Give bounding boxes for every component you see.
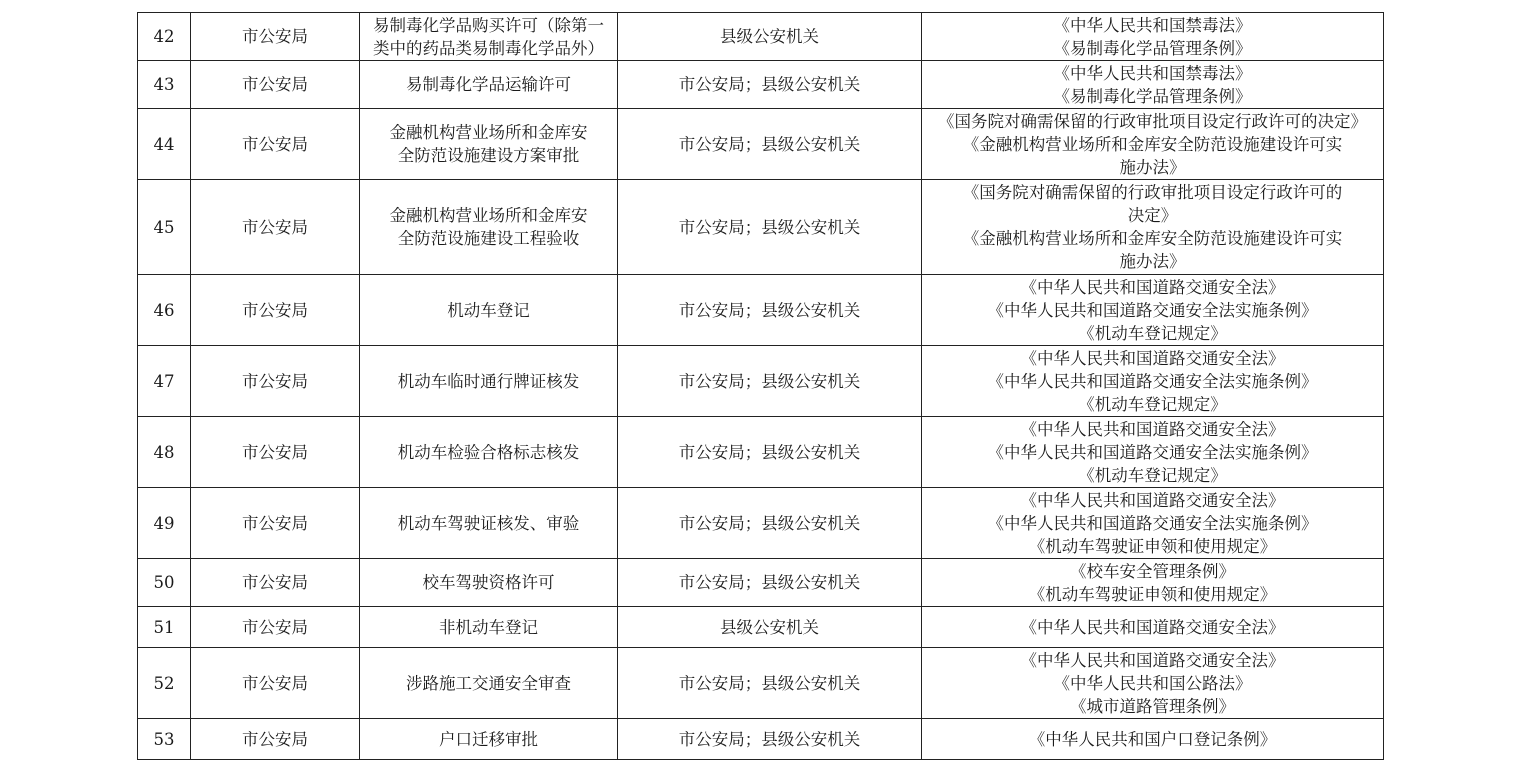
item-name-cell (360, 13, 618, 61)
implementing-authority-cell (618, 559, 922, 607)
row-number: 53 (153, 729, 175, 749)
implementing-authority-cell (618, 607, 922, 648)
item-name-cell (360, 719, 618, 760)
legal-basis-line: 《国务院对确需保留的行政审批项目设定行政许可的 (962, 183, 1343, 202)
legal-basis-cell (922, 648, 1384, 719)
item-name-cell (360, 648, 618, 719)
department-cell (191, 607, 360, 648)
department-name: 市公安局 (242, 134, 308, 154)
department-cell (191, 488, 360, 559)
department-name: 市公安局 (242, 673, 308, 693)
item-name-cell (360, 559, 618, 607)
item-name-cell (360, 61, 618, 109)
item-name-cell (360, 346, 618, 417)
implementing-authority-cell (618, 417, 922, 488)
implementing-authority: 县级公安机关 (720, 27, 819, 46)
legal-basis-line: 施办法》 (1119, 157, 1186, 177)
table-row (138, 417, 1384, 488)
item-name-cell (360, 275, 618, 346)
item-name-cell (360, 417, 618, 488)
row-number-cell (138, 719, 191, 760)
legal-basis-line: 《中华人民共和国道路交通安全法实施条例》 (987, 513, 1318, 533)
legal-basis-line: 《易制毒化学品管理条例》 (1053, 86, 1252, 106)
legal-basis-line: 《中华人民共和国禁毒法》 (1053, 15, 1252, 35)
table-row (138, 109, 1384, 180)
legal-basis-line: 《校车安全管理条例》 (1070, 561, 1235, 581)
item-name-cell (360, 180, 618, 275)
row-number: 51 (153, 617, 175, 637)
item-name-line: 涉路施工交通安全审查 (406, 673, 571, 693)
legal-basis-line: 《国务院对确需保留的行政审批项目设定行政许可的决定》 (938, 111, 1367, 131)
legal-basis-cell (922, 109, 1384, 180)
legal-basis-line: 《中华人民共和国道路交通安全法实施条例》 (987, 442, 1318, 462)
item-name-cell (360, 488, 618, 559)
implementing-authority-cell (618, 346, 922, 417)
department-name: 市公安局 (242, 573, 308, 592)
department-name: 市公安局 (242, 442, 308, 462)
legal-basis-line: 《机动车登记规定》 (1078, 394, 1227, 414)
legal-basis-cell (922, 559, 1384, 607)
legal-basis-cell (922, 275, 1384, 346)
table-body (138, 13, 1384, 760)
implementing-authority: 市公安局；县级公安机关 (678, 442, 861, 462)
department-name: 市公安局 (242, 27, 308, 46)
row-number: 47 (153, 371, 175, 391)
implementing-authority: 市公安局；县级公安机关 (678, 371, 861, 391)
department-name: 市公安局 (242, 75, 308, 94)
implementing-authority-cell (618, 488, 922, 559)
legal-basis-line: 施办法》 (1119, 252, 1186, 271)
legal-basis-cell (922, 61, 1384, 109)
table-row (138, 275, 1384, 346)
row-number-cell (138, 275, 191, 346)
implementing-authority-cell (618, 275, 922, 346)
implementing-authority: 市公安局；县级公安机关 (678, 217, 861, 237)
implementing-authority: 市公安局；县级公安机关 (678, 673, 861, 693)
table-row (138, 559, 1384, 607)
table-row (138, 346, 1384, 417)
department-name: 市公安局 (242, 371, 308, 391)
item-name-line: 金融机构营业场所和金库安 (389, 123, 588, 142)
legal-basis-line: 《中华人民共和国公路法》 (1053, 673, 1252, 693)
row-number: 42 (153, 27, 175, 46)
legal-basis-line: 《中华人民共和国户口登记条例》 (1028, 729, 1277, 749)
row-number: 49 (153, 513, 175, 533)
row-number-cell (138, 180, 191, 275)
row-number: 46 (153, 300, 175, 320)
table-row (138, 488, 1384, 559)
department-cell (191, 417, 360, 488)
licensing-items-table (137, 12, 1384, 760)
legal-basis-cell (922, 607, 1384, 648)
department-cell (191, 13, 360, 61)
legal-basis-line: 《易制毒化学品管理条例》 (1053, 38, 1252, 58)
row-number-cell (138, 488, 191, 559)
legal-basis-line: 《城市道路管理条例》 (1070, 696, 1235, 716)
item-name-cell (360, 607, 618, 648)
item-name-line: 易制毒化学品运输许可 (406, 75, 571, 94)
row-number-cell (138, 13, 191, 61)
department-cell (191, 559, 360, 607)
legal-basis-cell (922, 180, 1384, 275)
department-cell (191, 61, 360, 109)
department-cell (191, 346, 360, 417)
legal-basis-line: 《机动车驾驶证申领和使用规定》 (1028, 584, 1277, 604)
legal-basis-cell (922, 719, 1384, 760)
row-number-cell (138, 648, 191, 719)
legal-basis-cell (922, 13, 1384, 61)
legal-basis-line: 《金融机构营业场所和金库安全防范设施建设许可实 (962, 229, 1343, 248)
legal-basis-cell (922, 488, 1384, 559)
implementing-authority-cell (618, 648, 922, 719)
legal-basis-line: 《机动车登记规定》 (1078, 465, 1227, 485)
item-name-line: 机动车驾驶证核发、审验 (397, 513, 580, 533)
legal-basis-line: 决定》 (1127, 206, 1178, 225)
legal-basis-line: 《机动车驾驶证申领和使用规定》 (1028, 536, 1277, 556)
row-number: 44 (153, 134, 175, 154)
implementing-authority: 市公安局；县级公安机关 (678, 729, 861, 749)
table-row (138, 13, 1384, 61)
item-name-line: 机动车临时通行牌证核发 (397, 371, 580, 391)
legal-basis-line: 《中华人民共和国道路交通安全法》 (1020, 490, 1285, 510)
implementing-authority: 县级公安机关 (720, 617, 819, 637)
legal-basis-line: 《中华人民共和国道路交通安全法》 (1020, 348, 1285, 368)
legal-basis-line: 《中华人民共和国道路交通安全法实施条例》 (987, 300, 1318, 320)
row-number-cell (138, 61, 191, 109)
department-name: 市公安局 (242, 217, 308, 237)
implementing-authority-cell (618, 180, 922, 275)
department-name: 市公安局 (242, 617, 308, 637)
item-name-line: 户口迁移审批 (439, 729, 538, 749)
row-number-cell (138, 346, 191, 417)
legal-basis-line: 《中华人民共和国道路交通安全法》 (1020, 650, 1285, 670)
row-number: 43 (153, 75, 175, 94)
department-name: 市公安局 (242, 513, 308, 533)
department-name: 市公安局 (242, 300, 308, 320)
row-number: 50 (153, 573, 175, 592)
item-name-line: 类中的药品类易制毒化学品外） (373, 38, 604, 58)
row-number: 52 (153, 673, 175, 693)
department-cell (191, 275, 360, 346)
implementing-authority-cell (618, 719, 922, 760)
table-row (138, 719, 1384, 760)
department-name: 市公安局 (242, 729, 308, 749)
table-row (138, 648, 1384, 719)
legal-basis-cell (922, 346, 1384, 417)
legal-basis-line: 《中华人民共和国禁毒法》 (1053, 63, 1252, 83)
department-cell (191, 648, 360, 719)
implementing-authority: 市公安局；县级公安机关 (678, 513, 861, 533)
row-number: 48 (153, 442, 175, 462)
item-name-line: 全防范设施建设方案审批 (397, 146, 580, 165)
item-name-line: 金融机构营业场所和金库安 (389, 206, 588, 225)
implementing-authority: 市公安局；县级公安机关 (678, 573, 861, 592)
item-name-cell (360, 109, 618, 180)
item-name-line: 易制毒化学品购买许可（除第一 (373, 15, 604, 35)
implementing-authority-cell (618, 109, 922, 180)
implementing-authority: 市公安局；县级公安机关 (678, 75, 861, 94)
implementing-authority: 市公安局；县级公安机关 (678, 300, 861, 320)
implementing-authority-cell (618, 13, 922, 61)
implementing-authority-cell (618, 61, 922, 109)
row-number: 45 (153, 217, 175, 237)
item-name-line: 校车驾驶资格许可 (422, 573, 555, 592)
department-cell (191, 180, 360, 275)
item-name-line: 非机动车登记 (439, 617, 538, 637)
row-number-cell (138, 607, 191, 648)
item-name-line: 机动车登记 (447, 300, 530, 320)
department-cell (191, 109, 360, 180)
item-name-line: 全防范设施建设工程验收 (397, 229, 580, 248)
legal-basis-cell (922, 417, 1384, 488)
table-row (138, 607, 1384, 648)
legal-basis-line: 《金融机构营业场所和金库安全防范设施建设许可实 (962, 134, 1343, 154)
legal-basis-line: 《中华人民共和国道路交通安全法》 (1020, 277, 1285, 297)
table-row (138, 180, 1384, 275)
item-name-line: 机动车检验合格标志核发 (397, 442, 580, 462)
implementing-authority: 市公安局；县级公安机关 (678, 134, 861, 154)
row-number-cell (138, 417, 191, 488)
row-number-cell (138, 109, 191, 180)
legal-basis-line: 《机动车登记规定》 (1078, 323, 1227, 343)
department-cell (191, 719, 360, 760)
table-row (138, 61, 1384, 109)
legal-basis-line: 《中华人民共和国道路交通安全法》 (1020, 617, 1285, 637)
row-number-cell (138, 559, 191, 607)
legal-basis-line: 《中华人民共和国道路交通安全法》 (1020, 419, 1285, 439)
legal-basis-line: 《中华人民共和国道路交通安全法实施条例》 (987, 371, 1318, 391)
